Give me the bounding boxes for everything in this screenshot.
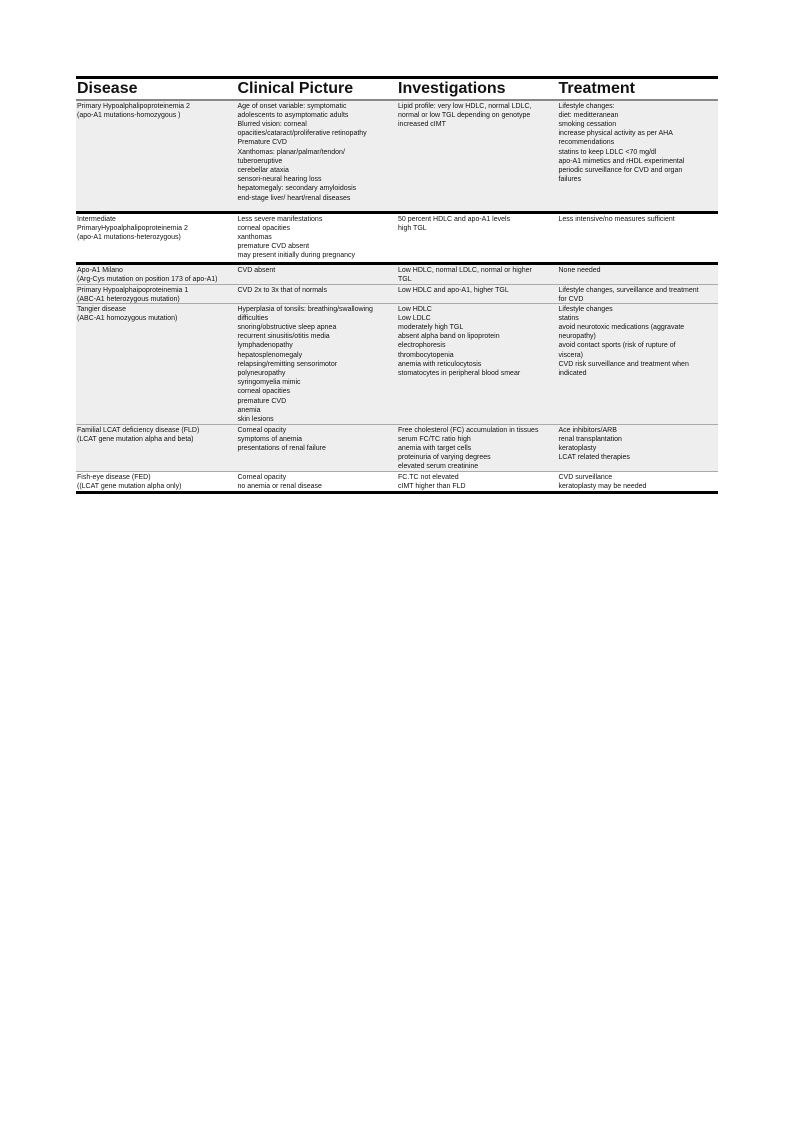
cell-investigations: 50 percent HDLC and apo-A1 levels high TGL (398, 215, 511, 232)
cell-investigations: Free cholesterol (FC) accumulation in tissues serum FC/TC ratio high anemia with target cells proteinuria of varying degrees elevated serum creatinine (398, 426, 539, 471)
cell-disease: Intermediate PrimaryHypoalphalipoproteinemia 2 (apo-A1 mutations-heterozygous) (77, 215, 188, 241)
table-row (76, 284, 718, 303)
table-row (76, 101, 718, 211)
cell-disease: Primary Hypoalphaipoproteinemia 1 (ABC-A1 heterozygous mutation) (77, 286, 189, 303)
cell-investigations: Low HDLC, normal LDLC, normal or higher TGL (398, 266, 532, 283)
cell-disease: Apo-A1 Milano (Arg-Cys mutation on position 173 of apo-A1) (77, 266, 218, 283)
cell-treatment: Lifestyle changes: diet: meditteranean smoking cessation increase physical activity as per AHA recommendations statins to keep LDLC <70 mg/dl apo-A1 mimetics and rHDL experimental periodic surveillance for CVD and organ failures (558, 102, 685, 184)
cell-treatment: Ace inhibitors/ARB renal transplantation keratoplasty LCAT related therapies (558, 426, 630, 462)
cell-investigations: FC.TC not elevated cIMT higher than FLD (398, 473, 466, 490)
table-row (76, 303, 718, 424)
cell-treatment: Lifestyle changes statins avoid neurotoxic medications (aggravate neuropathy) avoid contact sports (risk of rupture of viscera) CVD risk surveillance and treatment when indicated (558, 305, 689, 377)
table-row (76, 262, 718, 284)
header-investigations: Investigations (398, 80, 506, 97)
cell-treatment: None needed (558, 266, 601, 274)
cell-clinical: CVD 2x to 3x that of normals (237, 286, 327, 294)
cell-clinical: Less severe manifestations corneal opacities xanthomas premature CVD absent may present initially during pregnancy (237, 215, 356, 260)
cell-investigations: Lipid profile: very low HDLC, normal LDLC, normal or low TGL depending on genotype increased cIMT (398, 102, 532, 128)
cell-disease: Familial LCAT deficiency disease (FLD) (LCAT gene mutation alpha and beta) (77, 426, 200, 443)
cell-clinical: Corneal opacity symptoms of anemia presentations of renal failure (237, 426, 326, 452)
cell-disease: Tangier disease (ABC-A1 homozygous mutation) (77, 305, 178, 322)
cell-disease: Fish-eye disease (FED) ((LCAT gene mutation alpha only) (77, 473, 182, 490)
header-treatment: Treatment (558, 80, 635, 97)
table-row (76, 471, 718, 491)
table-header (76, 79, 718, 101)
cell-clinical: Corneal opacity no anemia or renal disease (237, 473, 322, 490)
cell-investigations: Low HDLC Low LDLC moderately high TGL absent alpha band on lipoprotein electrophoresis thrombocytopenia anemia with reticulocytosis stomatocytes in peripheral blood smear (398, 305, 521, 377)
cell-treatment: Less intensive/no measures sufficient (558, 215, 675, 223)
cell-disease: Primary Hypoalphalipoproteinemia 2 (apo-A1 mutations-homozygous ) (77, 102, 190, 119)
table-row (76, 211, 718, 262)
cell-treatment: Lifestyle changes, surveillance and treatment for CVD (558, 286, 699, 303)
header-clinical-picture: Clinical Picture (237, 80, 354, 97)
disease-table (76, 76, 718, 494)
cell-clinical: Age of onset variable: symptomatic adolescents to asymptomatic adults Blurred vision: corneal opacities/cataract/proliferative retinopathy Premature CVD Xanthomas: planar/palmar/tendon/ tuberoeruptive cerebellar ataxia sensori-neural hearing loss hepatomegaly: secondary amyloidosis end-stage liver/ heart/renal diseases (237, 102, 367, 202)
cell-investigations: Low HDLC and apo-A1, higher TGL (398, 286, 509, 294)
header-disease: Disease (77, 80, 138, 97)
cell-clinical: Hyperplasia of tonsils: breathing/swallowing difficulties snoring/obstructive sleep apnea recurrent sinusitis/otitis media lymphadenopathy hepatosplenomegaly relapsing/remitting sensorimotor polyneuropathy syringomyelia mimic corneal opacities premature CVD anemia skin lesions (237, 305, 373, 423)
cell-clinical: CVD absent (237, 266, 276, 274)
cell-treatment: CVD surveillance keratoplasty may be needed (558, 473, 647, 490)
table-row (76, 424, 718, 471)
